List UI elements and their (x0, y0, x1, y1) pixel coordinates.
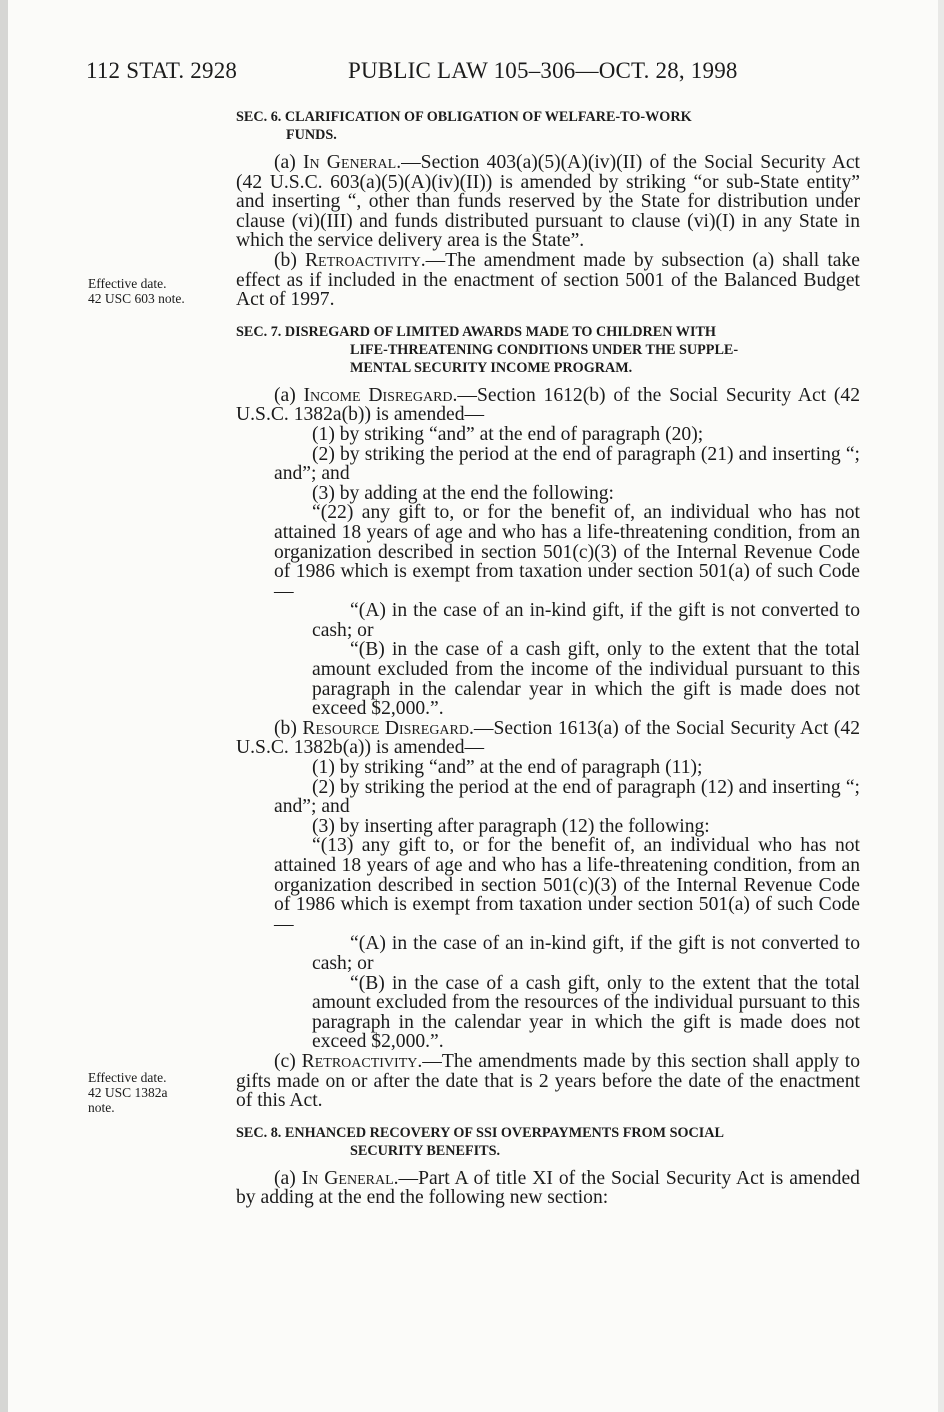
section-7-quoted-clause-A-2: “(A) in the case of an in-kind gift, if the gift is not converted to cash; or (312, 933, 860, 974)
section-7-b-paragraph-3: (3) by inserting after paragraph (12) the following: (312, 815, 710, 837)
section-8-subsection-a: (a) In General.—Part A of title XI of the Social Security Act is amended by adding at the end the following new section: (236, 1167, 860, 1209)
public-law-title: PUBLIC LAW 105–306—OCT. 28, 1998 (348, 58, 738, 83)
margin-note-effective-date-1: Effective date. 42 USC 603 note. (88, 276, 185, 306)
section-7-a-paragraph-1: (1) by striking “and” at the end of paragraph (20); (312, 423, 704, 445)
statute-page-number: 112 STAT. 2928 (86, 58, 238, 83)
section-7-a-paragraph-3: (3) by adding at the end the following: (312, 482, 615, 504)
document-page (8, 0, 938, 1412)
section-6-heading: SEC. 6. CLARIFICATION OF OBLIGATION OF WELFARE-TO-WORK FUNDS. (236, 109, 692, 143)
section-7-quoted-paragraph-13: “(13) any gift to, or for the benefit of, an individual who has not attained 18 years of age and who has a life-threatening condition, from an organization described in section 501(c)(3) of the Internal Revenue Code of 1986 which is exempt from taxation under section 501(a) of such Code— (274, 835, 860, 935)
margin-note-effective-date-2: Effective date. 42 USC 1382a note. (88, 1070, 168, 1115)
section-7-b-paragraph-1: (1) by striking “and” at the end of paragraph (11); (312, 757, 703, 779)
section-6-subsection-a: (a) In General.—Section 403(a)(5)(A)(iv)(II) of the Social Security Act (42 U.S.C. 603(a)(5)(A)(iv)(II)) is amended by striking “or sub-State entity” and inserting “, other than funds reserved by the State for distribution under clause (vi)(III) and funds distributed pursuant to clause (vi)(I) in any State in which the service delivery area is the State”. (236, 152, 861, 252)
document-body (236, 108, 860, 1208)
page-edge (0, 0, 8, 1412)
section-7-quoted-paragraph-22: “(22) any gift to, or for the benefit of, an individual who has not attained 18 years of age and who has a life-threatening condition, from an organization described in section 501(c)(3) of the Internal Revenue Code of 1986 which is exempt from taxation under section 501(a) of such Code— (274, 502, 860, 602)
section-7-subsection-b: (b) Resource Disregard.—Section 1613(a) of the Social Security Act (42 U.S.C. 1382b(a)) is amended— (236, 717, 860, 759)
section-7-heading: SEC. 7. DISREGARD OF LIMITED AWARDS MADE TO CHILDREN WITH LIFE-THREATENING CONDITIONS UNDER THE SUPPLE- MENTAL SECURITY INCOME PROGRAM. (236, 323, 739, 376)
section-6-subsection-b: (b) Retroactivity.—The amendment made by subsection (a) shall take effect as if included in the enactment of section 5001 of the Balanced Budget Act of 1997. (236, 249, 860, 311)
section-7-subsection-c: (c) Retroactivity.—The amendments made by this section shall apply to gifts made on or after the date that is 2 years before the date of the enactment of this Act. (236, 1050, 860, 1112)
section-8-heading: SEC. 8. ENHANCED RECOVERY OF SSI OVERPAYMENTS FROM SOCIAL SECURITY BENEFITS. (236, 1124, 724, 1159)
section-7-subsection-a: (a) Income Disregard.—Section 1612(b) of the Social Security Act (42 U.S.C. 1382a(b)) is amended— (236, 384, 860, 426)
section-7-a-paragraph-2: (2) by striking the period at the end of paragraph (21) and inserting “; and”; and (274, 443, 860, 485)
section-7-b-paragraph-2: (2) by striking the period at the end of paragraph (12) and inserting “; and”; and (274, 776, 860, 818)
section-7-quoted-clause-B: “(B) in the case of a cash gift, only to the extent that the total amount excluded from the income of the individual pursuant to this paragraph in the calendar year in which the gift is made does not exceed $2,000.”. (312, 639, 860, 720)
section-7-quoted-clause-A: “(A) in the case of an in-kind gift, if the gift is not converted to cash; or (312, 600, 860, 641)
section-7-quoted-clause-B-2: “(B) in the case of a cash gift, only to the extent that the total amount excluded from the resources of the individual pursuant to this paragraph in the calendar year in which the gift is made does not exceed $2,000.”. (312, 972, 860, 1053)
